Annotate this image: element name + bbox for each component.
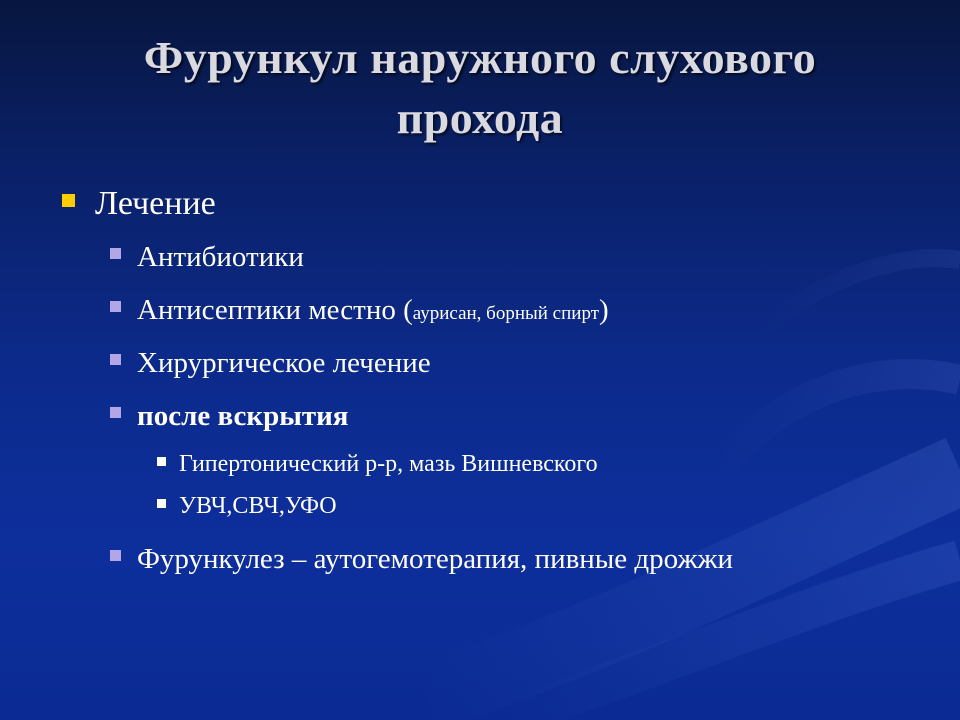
- list-item-label: Хирургическое лечение: [137, 347, 431, 379]
- list-item-label: УВЧ,СВЧ,УФО: [179, 493, 337, 519]
- paren-open: (: [403, 294, 413, 326]
- square-bullet-icon: [157, 499, 166, 508]
- list-item-after-opening: [108, 397, 348, 435]
- list-item-main-text: Антисептики местно: [137, 294, 404, 326]
- sublist-item-physio: [157, 490, 337, 522]
- square-bullet-icon: [157, 457, 166, 466]
- list-item-label: Лечение: [95, 185, 216, 222]
- slide-title-line1: Фурункул наружного слухового: [143, 32, 817, 83]
- list-item-treatment: [60, 182, 216, 226]
- square-bullet-icon: [110, 248, 121, 259]
- paren-close: ): [599, 294, 609, 326]
- square-bullet-icon: [110, 407, 121, 418]
- square-bullet-icon: [110, 550, 121, 561]
- slide-title: [60, 28, 900, 148]
- list-item-furunculosis: [108, 540, 733, 578]
- list-item-label: Антибиотики: [137, 241, 304, 273]
- list-item-label: Фурункулез – аутогемотерапия, пивные дрожжи: [137, 543, 734, 575]
- list-item-antiseptics: [108, 291, 609, 333]
- square-bullet-icon: [110, 301, 121, 312]
- slide-title-line2: прохода: [396, 92, 564, 143]
- list-item-label: [137, 294, 609, 326]
- list-item-note: аурисан, борный спирт: [412, 303, 600, 324]
- list-item-surgery: [108, 344, 431, 382]
- list-item-antibiotics: [108, 238, 304, 276]
- square-bullet-icon: [110, 354, 121, 365]
- sublist-item-hypertonic: [157, 448, 598, 480]
- list-item-label: после вскрытия: [137, 400, 349, 432]
- square-bullet-icon: [62, 194, 75, 207]
- list-item-label: Гипертонический р-р, мазь Вишневского: [179, 451, 598, 477]
